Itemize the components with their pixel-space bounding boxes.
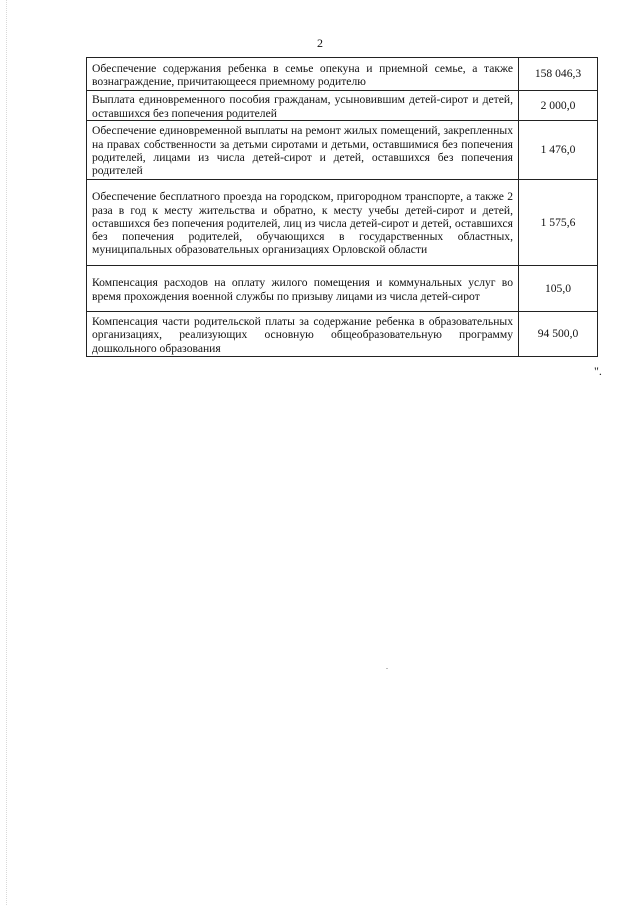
expenditure-table [86,57,598,357]
row-amount: 1 476,0 [519,121,598,180]
row-amount: 158 046,3 [519,58,598,91]
row-description: Обеспечение единовременной выплаты на ремонт жилых помещений, закрепленных на правах собственности за детьми сиротами и детьми, оставшимися без попечения родителей, лицами из числа детей-сирот и детей, оставшихся без попечения родителей [87,121,519,180]
row-description: Компенсация расходов на оплату жилого помещения и коммунальных услуг во время прохождения военной службы по призыву лицами из числа детей-сирот [87,266,519,312]
closing-quote: ". [594,364,602,378]
scan-speck [386,668,388,669]
table-row [87,91,598,121]
page-number: 2 [317,36,323,50]
scan-margin-line [6,0,7,905]
row-description: Выплата единовременного пособия гражданам, усыновившим детей-сирот и детей, оставшихся без попечения родителей [87,91,519,121]
table-row [87,266,598,312]
row-amount: 2 000,0 [519,91,598,121]
table-row [87,312,598,357]
row-amount: 1 575,6 [519,180,598,266]
row-description: Обеспечение бесплатного проезда на городском, пригородном транспорте, а также 2 раза в год к месту жительства и обратно, к месту учебы детей-сирот и детей, оставшихся без попечения родителей, лиц из числа детей-сирот и детей, оставшихся без попечения родителей, обучающихся в государственных областных, муниципальных образовательных организациях Орловской области [87,180,519,266]
row-amount: 94 500,0 [519,312,598,357]
row-amount: 105,0 [519,266,598,312]
table-row [87,180,598,266]
table-row [87,58,598,91]
table-row [87,121,598,180]
row-description: Обеспечение содержания ребенка в семье опекуна и приемной семье, а также вознаграждение, причитающееся приемному родителю [87,58,519,91]
row-description: Компенсация части родительской платы за содержание ребенка в образовательных организациях, реализующих основную общеобразовательную программу дошкольного образования [87,312,519,357]
